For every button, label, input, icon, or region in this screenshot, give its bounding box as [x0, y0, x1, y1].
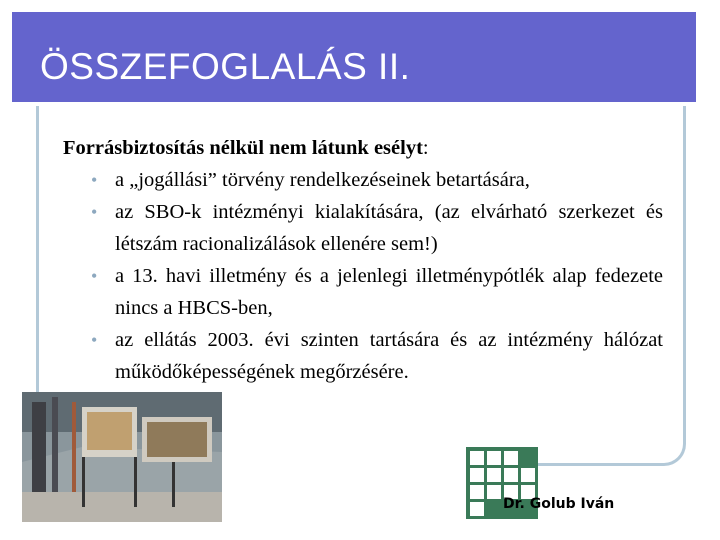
author-name: Dr. Golub Iván: [503, 496, 615, 512]
frame-line-left: [36, 106, 39, 406]
lead-sentence: [63, 132, 663, 164]
bullet-list: [63, 164, 663, 388]
lead-colon: :: [422, 137, 429, 159]
bullet-item: • a „jogállási” törvény rendelkezéseinek betartására,: [115, 164, 663, 196]
slide-title: ÖSSZEFOGLALÁS II.: [40, 46, 411, 87]
bullet-item: • az ellátás 2003. évi szinten tartására és az intézmény hálózat működőképességének megőrzésére.: [115, 324, 663, 388]
bullet-item: • az SBO-k intézményi kialakítására, (az elvárható szerkezet és létszám racionalizálások ellenére sem!): [115, 196, 663, 260]
title-bar: [12, 12, 696, 102]
slide-body: [63, 132, 663, 388]
bullet-item: • a 13. havi illetmény és a jelenlegi illetménypótlék alap fedezete nincs a HBCS-ben,: [115, 260, 663, 324]
lead-bold-text: Forrásbiztosítás nélkül nem látunk esélyt: [63, 137, 423, 159]
exhibition-photo: [22, 392, 222, 522]
